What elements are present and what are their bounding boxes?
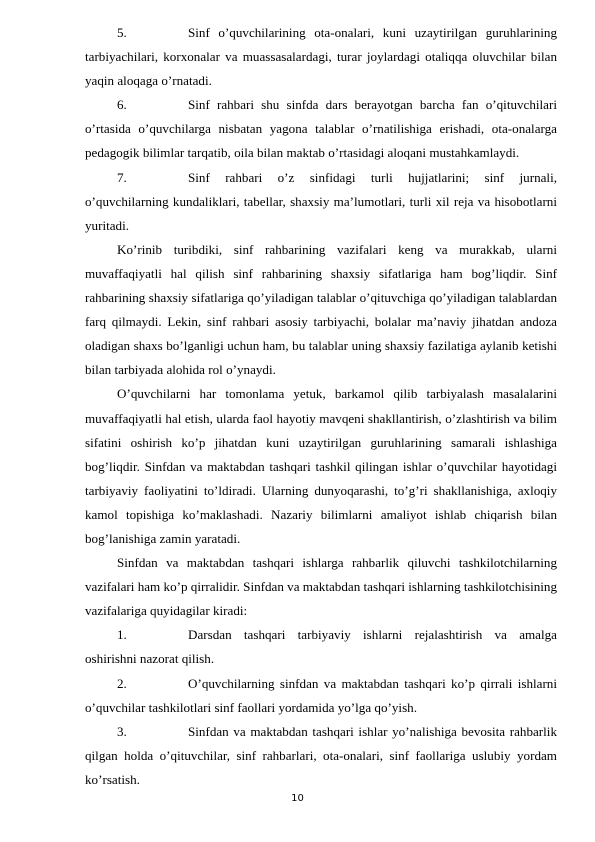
list-item-text: Sinf o’quvchilarining ota-onalari, kuni uzaytirilgan guruhlarining tarbiyachilari, korxonalar va muassasalardagi, turar joylardagi otaliqqa oluvchilar bilan yaqin aloqaga o’rnatadi. bbox=[85, 25, 557, 89]
list-item bbox=[85, 720, 557, 792]
list-item-text: Sinf rahbari o’z sinfidagi turli hujjatlarini; sinf jurnali, o’quvchilarning kundaliklari, tabellar, shaxsiy ma’lumotlari, turli xil reja va hisobotlarni yuritadi. bbox=[85, 169, 557, 233]
list-item-text: Sinf rahbari shu sinfda dars berayotgan barcha fan o’qituvchilari o’rtasida o’quvchilarga nisbatan yagona talablar o’rnatilishiga erishadi, ota-onalarga pedagogik bilimlar tarqatib, oila bilan maktab o’rtasidagi aloqani mustahkamlaydi. bbox=[85, 97, 557, 161]
list-item-number: 5. bbox=[117, 25, 127, 40]
list-item-number: 6. bbox=[117, 97, 127, 113]
list-item-number: 3. bbox=[117, 723, 127, 739]
document-page bbox=[85, 21, 557, 792]
page-number: 10 bbox=[291, 793, 304, 804]
body-paragraph: Sinfdan va maktabdan tashqari ishlarga rahbarlik qiluvchi tashkilotchilarning vazifalari ham ko’p qirralidir. Sinfdan va maktabdan tashqari ishlarning tashkilotchisining vazifalariga quyidagilar kiradi: bbox=[85, 555, 557, 619]
list-item bbox=[85, 672, 557, 720]
list-item-number: 1. bbox=[117, 627, 127, 643]
list-item bbox=[85, 623, 557, 671]
list-item bbox=[85, 166, 557, 238]
list-item bbox=[85, 93, 557, 165]
list-item-text: Darsdan tashqari tarbiyaviy ishlarni rejalashtirish va amalga oshirishni nazorat qilish. bbox=[85, 627, 557, 667]
list-item bbox=[85, 21, 557, 93]
list-item-text: Sinfdan va maktabdan tashqari ishlar yo’nalishiga bevosita rahbarlik qilgan holda o’qituvchilar, sinf rahbarlari, ota-onalari, sinf faollariga uslubiy yordam ko’rsatish. bbox=[85, 723, 557, 787]
list-item-text: O’quvchilarning sinfdan va maktabdan tashqari ko’p qirrali ishlarni o’quvchilar tashkilotlari sinf faollari yordamida yo’lga qo’yish. bbox=[85, 675, 557, 715]
body-paragraph: Ko’rinib turibdiki, sinf rahbarining vazifalari keng va murakkab, ularni muvaffaqiyatli hal qilish sinf rahbarining shaxsiy sifatlariga ham bog’liqdir. Sinf rahbarining shaxsiy sifatlariga qo’yiladigan talablar o’qituvchiga qo’yiladigan talablardan farq qilmaydi. Lekin, sinf rahbari asosiy tarbiyachi, bolalar ma’naviy jihatdan andoza oladigan shaxs bo’lganligi uchun ham, bu talablar uning shaxsiy fazilatiga aylanib ketishi bilan tarbiyada alohida rol o’ynaydi. bbox=[85, 241, 557, 378]
body-paragraph: O’quvchilarni har tomonlama yetuk, barkamol qilib tarbiyalash masalalarini muvaffaqiyatli hal etish, ularda faol hayotiy mavqeni shakllantirish, o’zlashtirish va bilim sifatini oshirish ko’p jihatdan kuni uzaytirilgan guruhlarining samarali ishlashiga bog’liqdir. Sinfdan va maktabdan tashqari tashkil qilingan ishlar o’quvchilar hayotidagi tarbiyaviy faoliyatini to’ldiradi. Ularning dunyoqarashi, to’g’ri shakllanishiga, axloqiy kamol topishiga ko’maklashadi. Nazariy bilimlarni amaliyot ishlab chiqarish bilan bog’lanishiga zamin yaratadi. bbox=[85, 386, 557, 546]
list-item-number: 2. bbox=[117, 675, 127, 691]
list-item-number: 7. bbox=[117, 169, 127, 185]
